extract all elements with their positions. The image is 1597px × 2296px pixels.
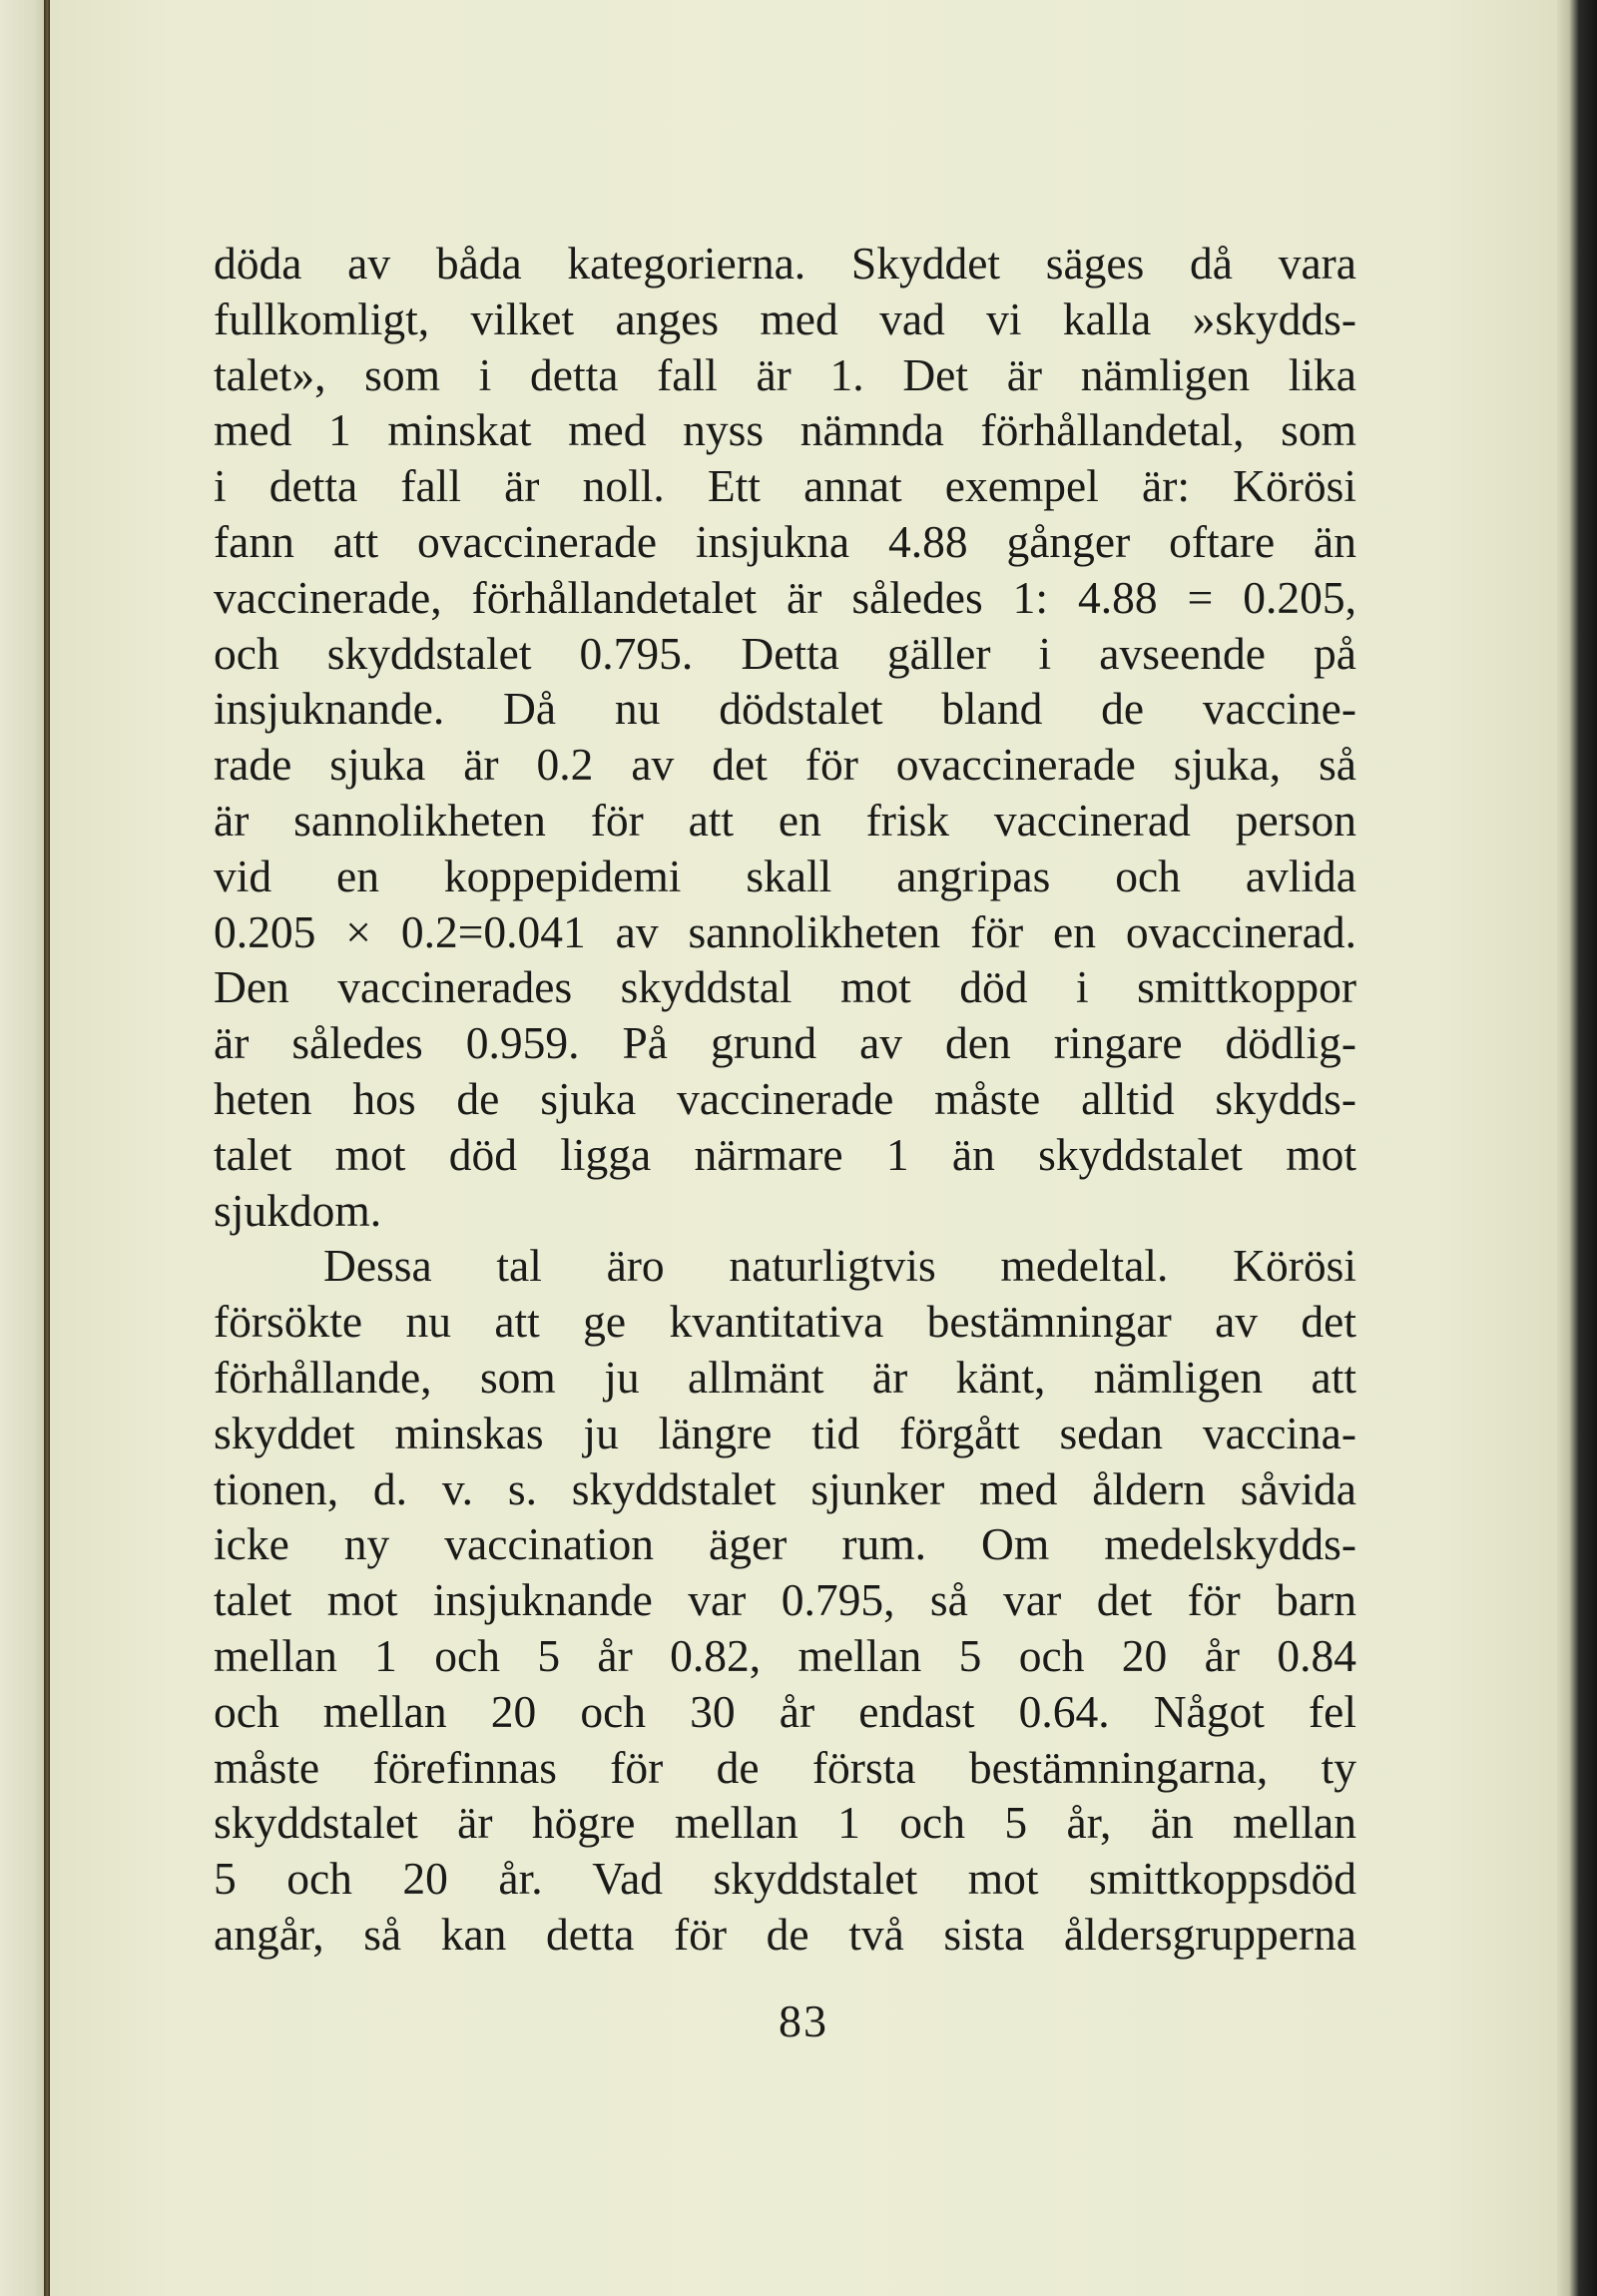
- text-line: talet mot död ligga närmare 1 än skyddstalet mot: [214, 1128, 1356, 1180]
- text-line: rade sjuka är 0.2 av det för ovaccinerade sjuka, så: [214, 739, 1356, 791]
- text-line: 0.205 × 0.2=0.041 av sannolikheten för en ovaccinerad.: [214, 905, 1356, 957]
- text-line: förhållande, som ju allmänt är känt, nämligen att: [214, 1351, 1356, 1403]
- paragraph-end-line: sjukdom.: [214, 1184, 382, 1236]
- text-line: försökte nu att ge kvantitativa bestämningar av det: [214, 1296, 1356, 1348]
- text-line: Den vaccinerades skyddstal mot död i smittkoppor: [214, 961, 1356, 1013]
- text-line: 5 och 20 år. Vad skyddstalet mot smittkoppsdöd: [214, 1853, 1356, 1905]
- page-number: 83: [779, 1996, 828, 2046]
- text-line: fullkomligt, vilket anges med vad vi kalla »skydds-: [214, 292, 1356, 344]
- text-line: är således 0.959. På grund av den ringare dödlig-: [214, 1017, 1356, 1069]
- text-line: talet», som i detta fall är 1. Det är nämligen lika: [214, 348, 1356, 400]
- text-line: icke ny vaccination äger rum. Om medelskydds-: [214, 1518, 1356, 1570]
- text-line: angår, så kan detta för de två sista åldersgrupperna: [214, 1908, 1356, 1960]
- text-line: talet mot insjuknande var 0.795, så var det för barn: [214, 1574, 1356, 1626]
- previous-page-edge: [0, 0, 48, 2296]
- text-line: och skyddstalet 0.795. Detta gäller i avseende på: [214, 627, 1356, 679]
- body-text: [214, 236, 1356, 1963]
- paragraph-start-line: Dessa tal äro naturligtvis medeltal. Körösi: [323, 1240, 1356, 1292]
- text-line: skyddet minskas ju längre tid förgått sedan vaccina-: [214, 1407, 1356, 1458]
- text-line: fann att ovaccinerade insjukna 4.88 gånger oftare än: [214, 515, 1356, 567]
- text-line: tionen, d. v. s. skyddstalet sjunker med åldern såvida: [214, 1462, 1356, 1514]
- text-line: mellan 1 och 5 år 0.82, mellan 5 och 20 år 0.84: [214, 1629, 1356, 1681]
- book-cover-edge: [1557, 0, 1597, 2296]
- text-line: insjuknande. Då nu dödstalet bland de vaccine-: [214, 683, 1356, 735]
- text-line: vaccinerade, förhållandetalet är således 1: 4.88 = 0.205,: [214, 571, 1356, 623]
- text-line: i detta fall är noll. Ett annat exempel är: Körösi: [214, 460, 1356, 512]
- text-line: döda av båda kategorierna. Skyddet säges då vara: [214, 238, 1356, 288]
- text-line: heten hos de sjuka vaccinerade måste alltid skydds-: [214, 1072, 1356, 1124]
- text-line: skyddstalet är högre mellan 1 och 5 år, än mellan: [214, 1797, 1356, 1849]
- text-line: måste förefinnas för de första bestämningarna, ty: [214, 1741, 1356, 1793]
- text-line: med 1 minskat med nyss nämnda förhållandetal, som: [214, 404, 1356, 456]
- text-line: vid en koppepidemi skall angripas och avlida: [214, 850, 1356, 901]
- text-line: är sannolikheten för att en frisk vaccinerad person: [214, 794, 1356, 846]
- text-line: och mellan 20 och 30 år endast 0.64. Något fel: [214, 1685, 1356, 1737]
- book-page: [50, 0, 1557, 2296]
